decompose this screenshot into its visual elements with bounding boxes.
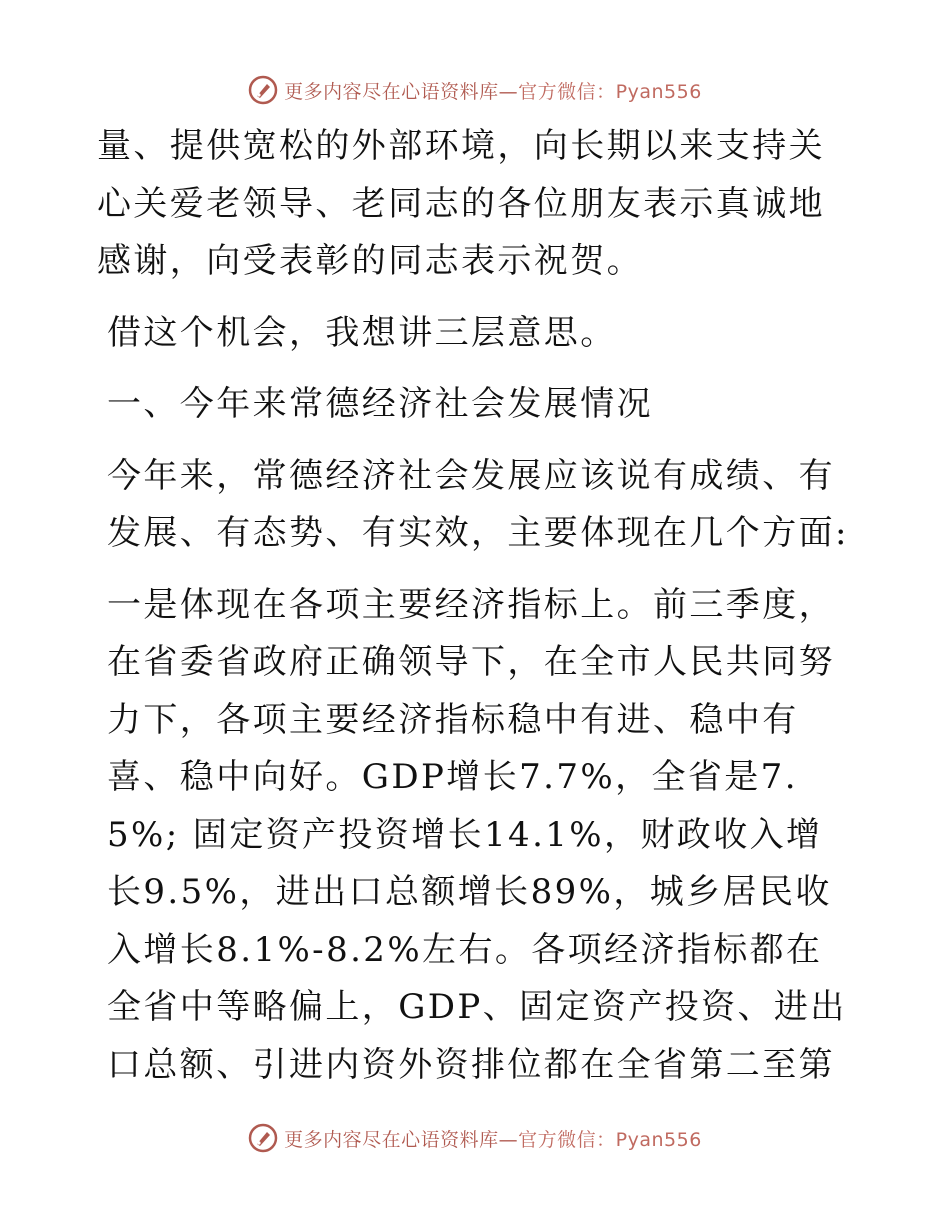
watermark-text xyxy=(284,77,702,104)
watermark-text xyxy=(284,1125,702,1152)
paragraph-2: 借这个机会，我想讲三层意思。 xyxy=(107,312,617,353)
watermark-brand: 更多内容尽在心语资料库 xyxy=(284,1128,499,1151)
watermark-contact: 官方微信：Pyan556 xyxy=(518,80,702,103)
pen-nib-logo-icon xyxy=(248,1123,278,1153)
pen-nib-logo-icon xyxy=(248,75,278,105)
watermark-contact: 官方微信：Pyan556 xyxy=(518,1128,702,1151)
watermark-header xyxy=(0,72,950,108)
document-body xyxy=(97,118,857,1094)
paragraph-1: 量、提供宽松的外部环境，向长期以来支持关心关爱老领导、老同志的各位朋友表示真诚地感谢，向受表彰的同志表示祝贺。 xyxy=(97,126,825,281)
watermark-brand: 更多内容尽在心语资料库 xyxy=(284,80,499,103)
watermark-separator: — xyxy=(498,80,519,103)
section-heading: 一、今年来常德经济社会发展情况 xyxy=(107,384,653,424)
paragraph-4: 一是体现在各项主要经济指标上。前三季度，在省委省政府正确领导下，在全市人民共同努力下，各项主要经济指标稳中有进、稳中有喜、稳中向好。GDP增长7.7%，全省是7.5%; 固定资产投资增长14.1%，财政收入增长9.5%，进出口总额增长89%，城乡居民收入增长8.1%-8.2%左右。各项经济指标都在全省中等略偏上，GDP、固定资产投资、进出口总额、引进内资外资排位都在全省第二至第 xyxy=(107,584,847,1085)
paragraph-3: 今年来，常德经济社会发展应该说有成绩、有发展、有态势、有实效，主要体现在几个方面: xyxy=(107,455,849,553)
watermark-separator: — xyxy=(498,1128,519,1151)
watermark-footer xyxy=(0,1120,950,1156)
